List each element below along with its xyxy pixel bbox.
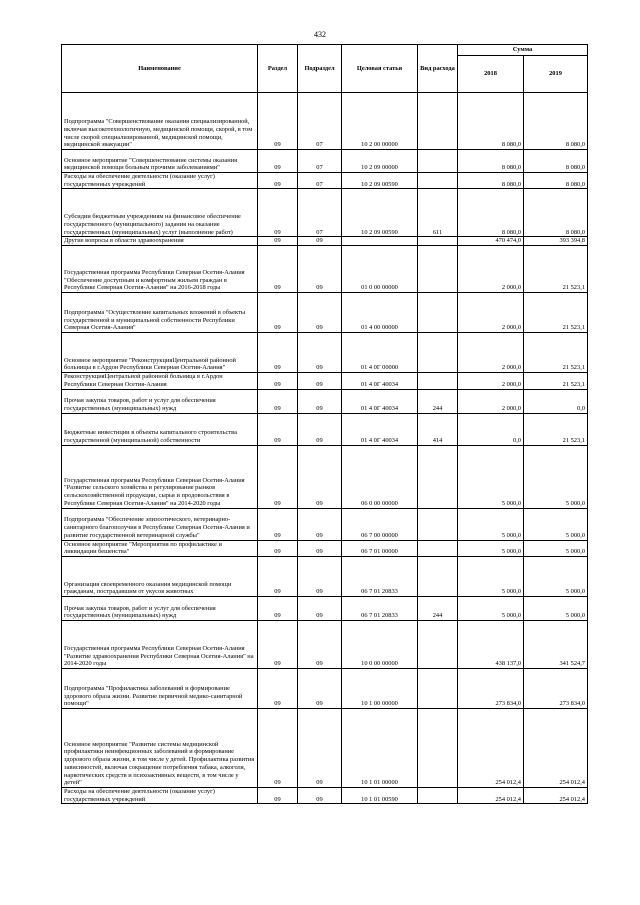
header-statya: Целовая статья bbox=[342, 45, 418, 93]
cell-name: Другие вопросы в области здравоохранения bbox=[62, 237, 258, 246]
cell-sum-2019: 8 080,0 bbox=[524, 189, 588, 237]
cell-vid bbox=[418, 373, 458, 389]
cell-podrazdel: 07 bbox=[298, 150, 342, 173]
cell-vid bbox=[418, 150, 458, 173]
cell-sum-2018: 2 000,0 bbox=[458, 246, 524, 293]
cell-razdel: 09 bbox=[258, 413, 298, 445]
cell-podrazdel: 09 bbox=[298, 596, 342, 620]
table-row bbox=[62, 173, 588, 189]
cell-name: Основное мероприятие "Совершенствование системы оказания медицинской помощи больным прочими заболеваниями" bbox=[62, 150, 258, 173]
cell-sum-2019: 5 000,0 bbox=[524, 445, 588, 508]
cell-podrazdel: 09 bbox=[298, 237, 342, 246]
cell-sum-2019: 5 000,0 bbox=[524, 508, 588, 540]
cell-name: Основное мероприятие "Развитие системы медицинской профилактики неинфекционных заболеваний и формирование здорового образа жизни, в том числе у детей. Профилактика развития зависимостей, включая сокращение потребления табака, алкоголя, наркотических средств и психоактивных веществ, в том числе у детей" bbox=[62, 708, 258, 787]
header-vid: Вид расхода bbox=[418, 45, 458, 93]
table-row bbox=[62, 333, 588, 373]
cell-sum-2019: 5 000,0 bbox=[524, 596, 588, 620]
cell-sum-2018: 8 080,0 bbox=[458, 150, 524, 173]
header-year-2019: 2019 bbox=[524, 56, 588, 93]
cell-razdel: 09 bbox=[258, 93, 298, 150]
cell-sum-2019: 254 012,4 bbox=[524, 787, 588, 803]
table-row bbox=[62, 708, 588, 787]
cell-sum-2019: 8 080,0 bbox=[524, 93, 588, 150]
cell-statya: 01 4 0Г 00000 bbox=[342, 333, 418, 373]
cell-sum-2019: 8 080,0 bbox=[524, 150, 588, 173]
cell-razdel: 09 bbox=[258, 189, 298, 237]
cell-podrazdel: 09 bbox=[298, 708, 342, 787]
cell-sum-2019: 273 834,0 bbox=[524, 668, 588, 708]
cell-razdel: 09 bbox=[258, 668, 298, 708]
cell-sum-2018: 2 000,0 bbox=[458, 373, 524, 389]
table-row bbox=[62, 668, 588, 708]
cell-sum-2018: 0,0 bbox=[458, 413, 524, 445]
cell-vid bbox=[418, 445, 458, 508]
cell-sum-2018: 254 012,4 bbox=[458, 787, 524, 803]
cell-name: Прочая закупка товаров, работ и услуг для обеспечения государственных (муниципальных) нужд bbox=[62, 596, 258, 620]
cell-vid bbox=[418, 620, 458, 668]
cell-statya: 10 2 09 00000 bbox=[342, 150, 418, 173]
cell-name: Подпрограмма "Совершенствование оказания специализированной, включая высокотехнологичную, медицинской помощи, скорой, в том числе скорой специализированной, медицинской помощи, медицинской эвакуации" bbox=[62, 93, 258, 150]
cell-statya: 10 1 01 00590 bbox=[342, 787, 418, 803]
table-row bbox=[62, 508, 588, 540]
table-row bbox=[62, 237, 588, 246]
cell-vid bbox=[418, 668, 458, 708]
cell-statya: 10 2 09 00590 bbox=[342, 173, 418, 189]
cell-sum-2019: 21 523,1 bbox=[524, 246, 588, 293]
cell-name: Подпрограмма "Обеспечение эпизоотического, ветеринарно-санитарного благополучия в Республике Северная Осетия-Алания и развитие государственной ветеринарной службы" bbox=[62, 508, 258, 540]
cell-vid: 611 bbox=[418, 189, 458, 237]
cell-name: Бюджетные инвестиции в объекты капитального строительства государственной (муниципальной) собственности bbox=[62, 413, 258, 445]
table-row bbox=[62, 620, 588, 668]
cell-podrazdel: 07 bbox=[298, 173, 342, 189]
cell-sum-2019: 393 394,8 bbox=[524, 237, 588, 246]
cell-vid bbox=[418, 508, 458, 540]
cell-razdel: 09 bbox=[258, 620, 298, 668]
table-row bbox=[62, 189, 588, 237]
cell-name: Основное мероприятие "РеконструкцияЦентральной районной больницы в г.Ардон Республики Северная Осетия-Алания" bbox=[62, 333, 258, 373]
cell-statya: 10 1 01 00000 bbox=[342, 708, 418, 787]
cell-sum-2019: 5 000,0 bbox=[524, 540, 588, 556]
cell-sum-2019: 0,0 bbox=[524, 389, 588, 413]
cell-name: Организация своевременного оказания медицинской помощи гражданам, пострадавшим от укусов животных bbox=[62, 556, 258, 596]
cell-razdel: 09 bbox=[258, 708, 298, 787]
cell-vid: 244 bbox=[418, 596, 458, 620]
cell-podrazdel: 09 bbox=[298, 333, 342, 373]
page-number: 432 bbox=[314, 30, 326, 39]
cell-podrazdel: 09 bbox=[298, 445, 342, 508]
cell-podrazdel: 09 bbox=[298, 246, 342, 293]
cell-name: Государственная программа Республики Северная Осетия-Алания "Развитие здравоохранения Республики Северная Осетия-Алания" на 2014-2020 годы bbox=[62, 620, 258, 668]
table-row bbox=[62, 93, 588, 150]
cell-statya: 10 2 09 00590 bbox=[342, 189, 418, 237]
cell-vid bbox=[418, 540, 458, 556]
cell-vid bbox=[418, 787, 458, 803]
cell-vid bbox=[418, 173, 458, 189]
cell-vid bbox=[418, 246, 458, 293]
header-podrazdel: Подраздел bbox=[298, 45, 342, 93]
cell-sum-2019: 341 524,7 bbox=[524, 620, 588, 668]
cell-sum-2019: 21 523,1 bbox=[524, 293, 588, 333]
cell-sum-2019: 8 080,0 bbox=[524, 173, 588, 189]
cell-podrazdel: 09 bbox=[298, 508, 342, 540]
cell-statya: 01 4 0Г 40034 bbox=[342, 373, 418, 389]
cell-vid: 244 bbox=[418, 389, 458, 413]
cell-sum-2018: 5 000,0 bbox=[458, 508, 524, 540]
header-name: Наименование bbox=[62, 45, 258, 93]
cell-sum-2018: 273 834,0 bbox=[458, 668, 524, 708]
cell-razdel: 09 bbox=[258, 389, 298, 413]
cell-name: Подпрограмма "Профилактика заболеваний и формирование здорового образа жизни. Развитие первичной медико-санитарной помощи" bbox=[62, 668, 258, 708]
cell-statya: 06 7 01 20833 bbox=[342, 596, 418, 620]
cell-vid bbox=[418, 556, 458, 596]
cell-statya: 01 4 0Г 40034 bbox=[342, 413, 418, 445]
table-row bbox=[62, 389, 588, 413]
table-row bbox=[62, 293, 588, 333]
cell-name: Основное мероприятие "Мероприятия по профилактике и ликвидации бешенства" bbox=[62, 540, 258, 556]
cell-vid bbox=[418, 333, 458, 373]
cell-statya: 01 4 00 00000 bbox=[342, 293, 418, 333]
header-summa: Сумма bbox=[458, 45, 588, 56]
cell-podrazdel: 09 bbox=[298, 373, 342, 389]
cell-podrazdel: 09 bbox=[298, 787, 342, 803]
cell-statya: 01 0 00 00000 bbox=[342, 246, 418, 293]
cell-name: Расходы на обеспечение деятельности (оказание услуг) государственных учреждений bbox=[62, 787, 258, 803]
cell-podrazdel: 09 bbox=[298, 389, 342, 413]
table-row bbox=[62, 540, 588, 556]
cell-sum-2018: 8 080,0 bbox=[458, 189, 524, 237]
cell-razdel: 09 bbox=[258, 333, 298, 373]
cell-vid bbox=[418, 93, 458, 150]
table-row bbox=[62, 787, 588, 803]
table-row bbox=[62, 246, 588, 293]
cell-statya: 10 0 00 00000 bbox=[342, 620, 418, 668]
header-razdel: Раздел bbox=[258, 45, 298, 93]
cell-name: Государственная программа Республики Северная Осетия-Алания "Развитие сельского хозяйства и регулирование рынков сельскохозяйственной продукции, сырья и продовольствия в Республике Северная Осетия-Алания" на 2014-2020 годы bbox=[62, 445, 258, 508]
cell-razdel: 09 bbox=[258, 540, 298, 556]
table-row bbox=[62, 596, 588, 620]
cell-statya: 01 4 0Г 40034 bbox=[342, 389, 418, 413]
cell-podrazdel: 09 bbox=[298, 293, 342, 333]
cell-statya: 06 7 01 00000 bbox=[342, 540, 418, 556]
cell-sum-2018: 5 000,0 bbox=[458, 445, 524, 508]
cell-sum-2019: 21 523,1 bbox=[524, 373, 588, 389]
cell-razdel: 09 bbox=[258, 445, 298, 508]
cell-name: Расходы на обеспечение деятельности (оказание услуг) государственных учреждений bbox=[62, 173, 258, 189]
table-row bbox=[62, 556, 588, 596]
cell-razdel: 09 bbox=[258, 508, 298, 540]
cell-sum-2018: 8 080,0 bbox=[458, 93, 524, 150]
cell-podrazdel: 07 bbox=[298, 93, 342, 150]
cell-statya: 06 7 01 20833 bbox=[342, 556, 418, 596]
table-row bbox=[62, 413, 588, 445]
cell-podrazdel: 09 bbox=[298, 668, 342, 708]
cell-razdel: 09 bbox=[258, 293, 298, 333]
cell-razdel: 09 bbox=[258, 150, 298, 173]
cell-statya: 06 0 00 00000 bbox=[342, 445, 418, 508]
cell-sum-2019: 21 523,1 bbox=[524, 413, 588, 445]
cell-vid bbox=[418, 708, 458, 787]
cell-sum-2018: 5 000,0 bbox=[458, 556, 524, 596]
table-row bbox=[62, 445, 588, 508]
cell-vid: 414 bbox=[418, 413, 458, 445]
cell-razdel: 09 bbox=[258, 556, 298, 596]
cell-razdel: 09 bbox=[258, 596, 298, 620]
table-header bbox=[62, 45, 588, 93]
cell-statya: 10 1 00 00000 bbox=[342, 668, 418, 708]
cell-name: РеконструкцияЦентральной районной больница в г.Ардон Республики Северная Осетия-Алания bbox=[62, 373, 258, 389]
header-year-2018: 2018 bbox=[458, 56, 524, 93]
table-row bbox=[62, 150, 588, 173]
cell-sum-2018: 8 080,0 bbox=[458, 173, 524, 189]
cell-razdel: 09 bbox=[258, 246, 298, 293]
cell-razdel: 09 bbox=[258, 373, 298, 389]
cell-statya: 06 7 00 00000 bbox=[342, 508, 418, 540]
cell-razdel: 09 bbox=[258, 787, 298, 803]
cell-sum-2018: 254 012,4 bbox=[458, 708, 524, 787]
cell-podrazdel: 09 bbox=[298, 620, 342, 668]
cell-podrazdel: 07 bbox=[298, 189, 342, 237]
cell-podrazdel: 09 bbox=[298, 540, 342, 556]
cell-statya bbox=[342, 237, 418, 246]
cell-name: Прочая закупка товаров, работ и услуг для обеспечения государственных (муниципальных) нужд bbox=[62, 389, 258, 413]
cell-vid bbox=[418, 293, 458, 333]
cell-sum-2018: 2 000,0 bbox=[458, 389, 524, 413]
cell-vid bbox=[418, 237, 458, 246]
table-body bbox=[62, 93, 588, 804]
cell-sum-2018: 2 000,0 bbox=[458, 293, 524, 333]
cell-razdel: 09 bbox=[258, 173, 298, 189]
cell-podrazdel: 09 bbox=[298, 556, 342, 596]
cell-sum-2019: 254 012,4 bbox=[524, 708, 588, 787]
budget-table bbox=[61, 44, 588, 804]
cell-sum-2018: 438 137,0 bbox=[458, 620, 524, 668]
cell-razdel: 09 bbox=[258, 237, 298, 246]
cell-sum-2019: 21 523,1 bbox=[524, 333, 588, 373]
cell-name: Государственная программа Республики Северная Осетия-Алания "Обеспечение доступным и комфортным жильем граждан в Республике Северная Осетия-Алания" на 2016-2018 годы bbox=[62, 246, 258, 293]
cell-name: Субсидии бюджетным учреждениям на финансовое обеспечение государственного (муниципального) задания на оказание государственных (муниципальных) услуг (выполнение работ) bbox=[62, 189, 258, 237]
table-row bbox=[62, 373, 588, 389]
cell-statya: 10 2 00 00000 bbox=[342, 93, 418, 150]
cell-sum-2018: 5 000,0 bbox=[458, 596, 524, 620]
cell-podrazdel: 09 bbox=[298, 413, 342, 445]
cell-sum-2018: 470 474,0 bbox=[458, 237, 524, 246]
cell-sum-2018: 5 000,0 bbox=[458, 540, 524, 556]
cell-sum-2019: 5 000,0 bbox=[524, 556, 588, 596]
cell-sum-2018: 2 000,0 bbox=[458, 333, 524, 373]
cell-name: Подпрограмма "Осуществление капитальных вложений в объекты государственной и муниципальной собственности Республики Северная Осетия-Алания" bbox=[62, 293, 258, 333]
